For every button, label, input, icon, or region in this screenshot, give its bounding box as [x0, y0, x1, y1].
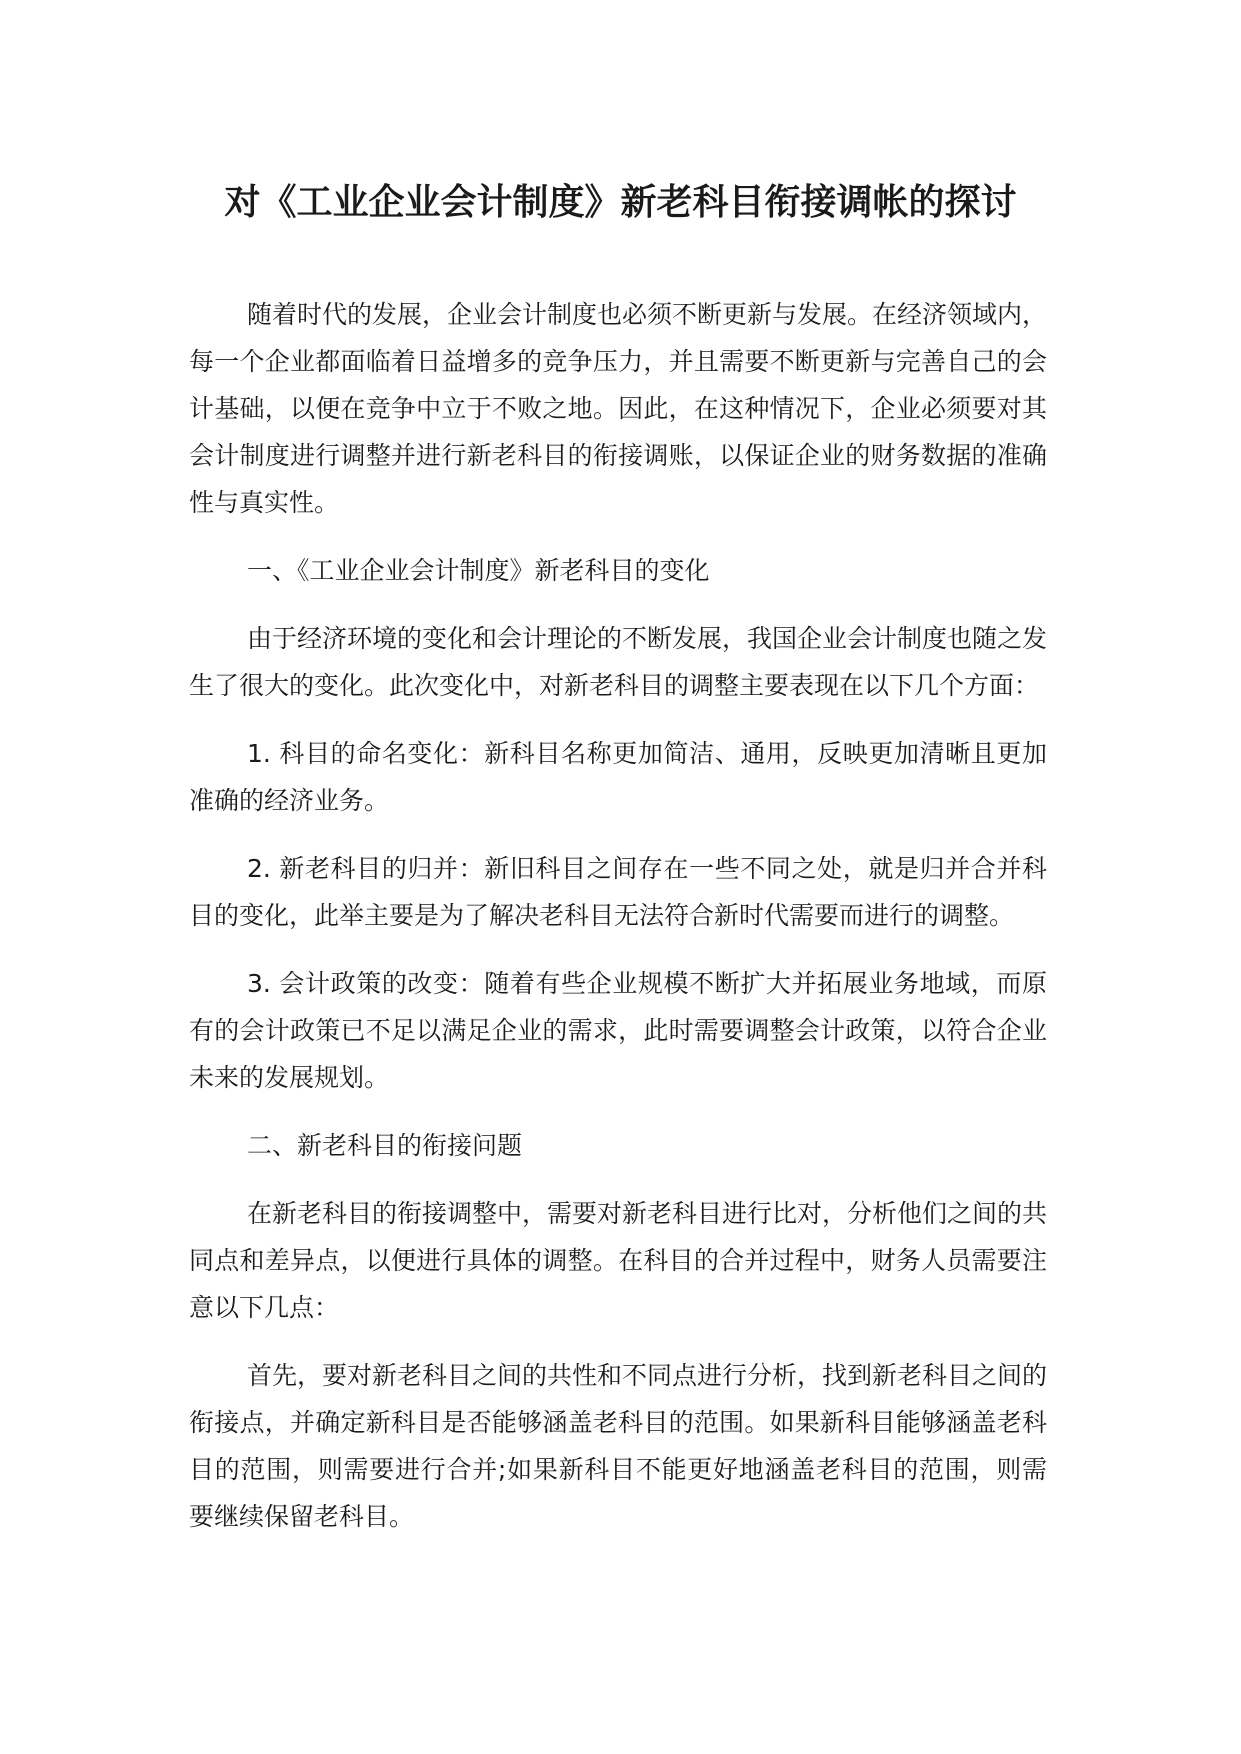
document-title: 对《工业企业会计制度》新老科目衔接调帐的探讨 [224, 182, 1017, 223]
paragraph-intro: 随着时代的发展，企业会计制度也必须不断更新与发展。在经济领域内，每一个企业都面临着日益增多的竞争压力，并且需要不断更新与完善自己的会计基础，以便在竞争中立于不败之地。因此，在这种情况下，企业必须要对其会计制度进行调整并进行新老科目的衔接调账，以保证企业的财务数据的准确性与真实性。 [189, 300, 1048, 517]
list-item-1: 1. 科目的命名变化：新科目名称更加简洁、通用，反映更加清晰且更加准确的经济业务。 [189, 739, 1047, 815]
paragraph-changes-intro: 由于经济环境的变化和会计理论的不断发展，我国企业会计制度也随之发生了很大的变化。此次变化中，对新老科目的调整主要表现在以下几个方面： [189, 624, 1048, 700]
paragraph-connection-intro: 在新老科目的衔接调整中，需要对新老科目进行比对，分析他们之间的共同点和差异点，以便进行具体的调整。在科目的合并过程中，财务人员需要注意以下几点： [189, 1199, 1048, 1322]
document-body [189, 291, 1047, 1561]
section-heading-2: 二、新老科目的衔接问题 [247, 1131, 523, 1160]
section-heading-1: 一、《工业企业会计制度》新老科目的变化 [247, 556, 710, 585]
paragraph-first-point: 首先，要对新老科目之间的共性和不同点进行分析，找到新老科目之间的衔接点，并确定新科目是否能够涵盖老科目的范围。如果新科目能够涵盖老科目的范围，则需要进行合并;如果新科目不能更好地涵盖老科目的范围，则需要继续保留老科目。 [189, 1361, 1048, 1531]
list-item-3: 3. 会计政策的改变：随着有些企业规模不断扩大并拓展业务地域，而原有的会计政策已不足以满足企业的需求，此时需要调整会计政策，以符合企业未来的发展规划。 [189, 969, 1047, 1092]
list-item-2: 2. 新老科目的归并：新旧科目之间存在一些不同之处，就是归并合并科目的变化，此举主要是为了解决老科目无法符合新时代需要而进行的调整。 [189, 854, 1047, 930]
